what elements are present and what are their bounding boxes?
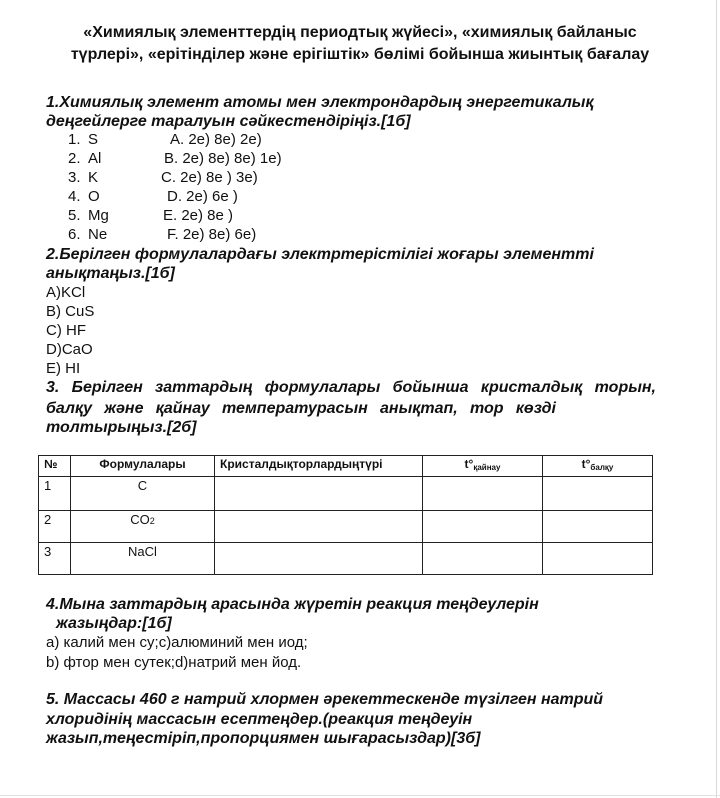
matching-answer: D. 2e) 6e ) <box>167 188 238 205</box>
row-number: 3 <box>39 543 71 575</box>
boiling-t-symbol: t° <box>464 457 474 471</box>
matching-answer: C. 2e) 8e ) 3e) <box>161 169 258 186</box>
boiling-point-cell[interactable] <box>423 511 543 543</box>
page-edge-bottom <box>0 795 720 796</box>
matching-answer: E. 2e) 8e ) <box>163 207 234 224</box>
q3-heading-line-2: балқу және қайнау температурасын анықтап, тор көзді <box>46 400 556 417</box>
page-edge-right <box>716 0 717 798</box>
melting-subscript: балқу <box>590 463 614 472</box>
matching-answer: B. 2e) 8e) 8e) 1e) <box>164 150 282 167</box>
q4-heading-line-1: 4.Мына заттардың арасында жүретін реакция теңдеулерін <box>46 596 539 613</box>
q4-heading-line-2: жазыңдар:[1б] <box>56 615 172 632</box>
header-lattice-type: Кристалдықторлардыңтүрі <box>215 456 423 477</box>
answer-option-e: E) HI <box>46 360 81 377</box>
lattice-type-cell[interactable] <box>215 477 423 511</box>
table-row <box>39 477 653 511</box>
q5-heading-line-2: хлоридінің массасын есептеңдер.(реакция теңдеуін <box>46 711 473 728</box>
header-boiling-point <box>423 456 543 477</box>
q4-item-a-c: a) калий мен су;c)алюминий мен иод; <box>46 634 308 651</box>
matching-number: 2. <box>68 150 81 167</box>
matching-element: Ne <box>88 226 108 243</box>
table-header-row <box>39 456 653 477</box>
header-melting-point <box>543 456 653 477</box>
matching-number: 3. <box>68 169 81 186</box>
q2-heading-line-1: 2.Берілген формулалардағы электртерістілігі жоғары элементті <box>46 246 594 263</box>
row-number: 2 <box>39 511 71 543</box>
melting-point-cell[interactable] <box>543 543 653 575</box>
matching-element: Mg <box>88 207 109 224</box>
row-formula: C <box>71 477 215 511</box>
matching-element: K <box>88 169 99 186</box>
answer-option-c: C) HF <box>46 322 86 339</box>
melting-point-cell[interactable] <box>543 511 653 543</box>
matching-element: O <box>88 188 100 205</box>
row-formula: NaCl <box>71 543 215 575</box>
melting-point-cell[interactable] <box>543 477 653 511</box>
answer-option-b: B) CuS <box>46 303 95 320</box>
matching-number: 6. <box>68 226 81 243</box>
crystal-lattice-table <box>38 455 653 575</box>
matching-answer: F. 2e) 8e) 6e) <box>167 226 257 243</box>
q3-heading-line-1: 3. Берілген заттардың формулалары бойынша кристалдық торын, <box>46 379 656 396</box>
answer-option-d: D)CaO <box>46 341 93 358</box>
q4-item-b-d: b) фтор мен сутек;d)натрий мен йод. <box>46 654 302 671</box>
boiling-point-cell[interactable] <box>423 477 543 511</box>
matching-answer: A. 2e) 8e) 2e) <box>170 131 262 148</box>
lattice-type-cell[interactable] <box>215 511 423 543</box>
page-title <box>20 22 700 66</box>
q5-heading-line-1: 5. Массасы 460 г натрий хлормен әрекеттескенде түзілген натрий <box>46 691 604 708</box>
matching-number: 4. <box>68 188 81 205</box>
table-row <box>39 543 653 575</box>
answer-option-a: A)KCl <box>46 284 86 301</box>
boiling-subscript: қайнау <box>473 463 501 472</box>
title-line-2: түрлері», «ерітінділер және ерігіштік» бөлімі бойынша жиынтық бағалау <box>70 46 650 63</box>
q5-heading-line-3: жазып,теңестіріп,пропорциямен шығарасыздар)[3б] <box>46 730 481 747</box>
q1-heading-line-1: 1.Химиялық элемент атомы мен электрондардың энергетикалық <box>46 94 594 111</box>
q3-heading-line-3: толтырыңыз.[2б] <box>46 419 197 436</box>
header-number: № <box>39 456 71 477</box>
row-number: 1 <box>39 477 71 511</box>
q2-heading-line-2: анықтаңыз.[1б] <box>46 265 175 282</box>
matching-element: Al <box>88 150 102 167</box>
row-formula: CO2 <box>71 511 215 543</box>
header-formula: Формулалары <box>71 456 215 477</box>
matching-element: S <box>88 131 99 148</box>
melting-t-symbol: t° <box>581 457 591 471</box>
matching-number: 1. <box>68 131 81 148</box>
matching-number: 5. <box>68 207 81 224</box>
boiling-point-cell[interactable] <box>423 543 543 575</box>
table-row <box>39 511 653 543</box>
lattice-type-cell[interactable] <box>215 543 423 575</box>
q1-heading-line-2: деңгейлерге таралуын сәйкестендіріңіз.[1б] <box>46 113 411 130</box>
title-line-1: «Химиялық элементтердің периодтық жүйесі», «химиялық байланыс <box>83 24 637 41</box>
